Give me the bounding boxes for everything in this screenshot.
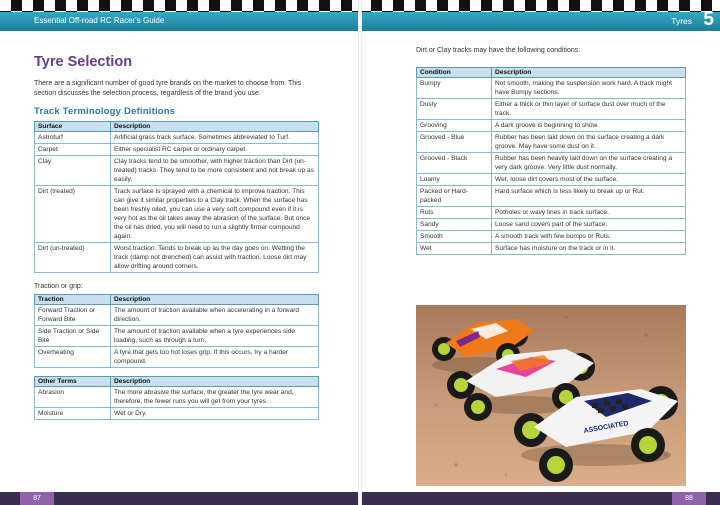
column-header: Surface: [35, 122, 111, 132]
conditions-table: [416, 67, 686, 255]
description-cell: A dark groove is beginning to show.: [492, 120, 686, 132]
table-row: [35, 408, 319, 420]
table-header-row: [417, 68, 686, 78]
term-cell: Dusty: [417, 99, 492, 120]
column-header: Description: [111, 295, 319, 305]
book-title: Essential Off-road RC Racer's Guide: [34, 16, 165, 25]
checkered-flag-band: [360, 0, 720, 12]
column-header: Traction: [35, 295, 111, 305]
table-row: [35, 305, 319, 326]
term-cell: Loamy: [417, 174, 492, 186]
table-row: [35, 132, 319, 144]
table-row: [417, 243, 686, 255]
right-page: [360, 0, 720, 505]
table-header-row: [35, 295, 319, 305]
body-decal: ASSOCIATED: [583, 420, 630, 435]
right-content: [416, 46, 686, 255]
term-cell: Grooved - Black: [417, 153, 492, 174]
table-row: [417, 153, 686, 174]
column-header: Description: [111, 377, 319, 387]
term-cell: Dirt (treated): [35, 186, 111, 243]
table-row: [417, 219, 686, 231]
description-cell: Potholes or wavy lines in track surface.: [492, 207, 686, 219]
section-heading: Track Terminology Definitions: [34, 106, 176, 117]
buggies-illustration: [416, 305, 686, 486]
description-cell: The more abrasive the surface, the greater the tyre wear and, therefore, the fewer runs you will get from your tyres.: [111, 387, 319, 408]
page-gutter: [358, 0, 362, 505]
term-cell: Abrasion: [35, 387, 111, 408]
checkered-flag-band: [0, 0, 360, 12]
table-row: [417, 186, 686, 207]
left-content: [34, 44, 319, 420]
description-cell: Surface has moisture on the track or in it.: [492, 243, 686, 255]
table-header-row: [35, 122, 319, 132]
chapter-number: 5: [703, 9, 714, 30]
description-cell: Rubber has been laid down on the surface creating a dark groove. May have some dust on it.: [492, 132, 686, 153]
term-cell: Moisture: [35, 408, 111, 420]
description-cell: The amount of traction available when a tyre experiences side loading, such as through a turn.: [111, 326, 319, 347]
table-row: [417, 231, 686, 243]
table-row: [417, 78, 686, 99]
description-cell: Either a thick or thin layer of surface dust over much of the track.: [492, 99, 686, 120]
description-cell: A tyre that gets too hot loses grip. If this occurs, try a harder compound.: [111, 347, 319, 368]
term-cell: Astroturf: [35, 132, 111, 144]
term-cell: Clay: [35, 156, 111, 186]
table-row: [35, 156, 319, 186]
table-row: [417, 120, 686, 132]
table-row: [35, 326, 319, 347]
intro-paragraph: There are a significant number of good tyre brands on the market to choose from. This section discusses the selection process, regardless of the brand you use.: [34, 80, 302, 97]
page-title: Tyre Selection: [34, 54, 133, 70]
description-cell: Artificial grass track surface. Sometimes abbreviated to Turf.: [111, 132, 319, 144]
term-cell: Ruts: [417, 207, 492, 219]
description-cell: Not smooth, making the suspension work hard. A track might have Bumpy sections.: [492, 78, 686, 99]
term-cell: Grooving: [417, 120, 492, 132]
description-cell: Rubber has been heavily laid down on the surface creating a very dark groove. Very little dust normally.: [492, 153, 686, 174]
term-cell: Grooved - Blue: [417, 132, 492, 153]
description-cell: Hard surface which is less likely to break up or Rut.: [492, 186, 686, 207]
table-row: [417, 132, 686, 153]
description-cell: The amount of traction available when accelerating in a forward direction.: [111, 305, 319, 326]
other-terms-table: [34, 376, 319, 420]
term-cell: Wet: [417, 243, 492, 255]
term-cell: Side Traction or Side Bite: [35, 326, 111, 347]
description-cell: Loose sand covers part of the surface.: [492, 219, 686, 231]
description-cell: Wet, loose dirt covers most of the surface.: [492, 174, 686, 186]
column-header: Description: [111, 122, 319, 132]
traction-table: [34, 294, 319, 368]
conditions-intro: Dirt or Clay tracks may have the following conditions:: [416, 47, 581, 54]
table-row: [35, 186, 319, 243]
term-cell: Dirt (un-treated): [35, 243, 111, 273]
description-cell: Wet or Dry.: [111, 408, 319, 420]
description-cell: A smooth track with few bumps or Ruts.: [492, 231, 686, 243]
term-cell: Forward Traction or Forward Bite: [35, 305, 111, 326]
table-row: [35, 243, 319, 273]
page-number: 87: [20, 492, 54, 505]
header-bar: [360, 9, 720, 31]
term-cell: Smooth: [417, 231, 492, 243]
description-cell: Worst traction. Tends to break up as the day goes on. Wetting the track (damp not drenched) can assist with traction. Loose dirt may allow drifting around corners.: [111, 243, 319, 273]
table-row: [417, 174, 686, 186]
column-header: Description: [492, 68, 686, 78]
rc-buggies-photo: [416, 305, 686, 486]
term-cell: Sandy: [417, 219, 492, 231]
table-row: [35, 347, 319, 368]
footer-bar: [0, 492, 360, 505]
description-cell: Clay tracks tend to be smoother, with higher traction than Dirt (un-treated) tracks. They tend to be more consistent and not break up as easily.: [111, 156, 319, 186]
traction-lead: Traction or grip:: [34, 283, 83, 290]
table-row: [35, 387, 319, 408]
table-header-row: [35, 377, 319, 387]
term-cell: Packed or Hard-packed: [417, 186, 492, 207]
chapter-label: Tyres: [671, 16, 692, 26]
description-cell: Either specialist RC carpet or ordinary carpet.: [111, 144, 319, 156]
footer-bar: [360, 492, 720, 505]
page-number: 88: [672, 492, 706, 505]
surface-table: [34, 121, 319, 273]
column-header: Other Terms: [35, 377, 111, 387]
term-cell: Carpet: [35, 144, 111, 156]
header-bar: [0, 12, 360, 31]
table-row: [417, 207, 686, 219]
term-cell: Bumpy: [417, 78, 492, 99]
description-cell: Track surface is sprayed with a chemical to improve traction. This can give it similar properties to a Clay track. When the surface has been freshly oiled, you can use a very soft compound even if it is very hot as the oil takes away the abrasion of the surface. But once the oil has dried, you will need to run a slightly firmer compound again.: [111, 186, 319, 243]
table-row: [35, 144, 319, 156]
table-row: [417, 99, 686, 120]
term-cell: Overheating: [35, 347, 111, 368]
column-header: Condition: [417, 68, 492, 78]
